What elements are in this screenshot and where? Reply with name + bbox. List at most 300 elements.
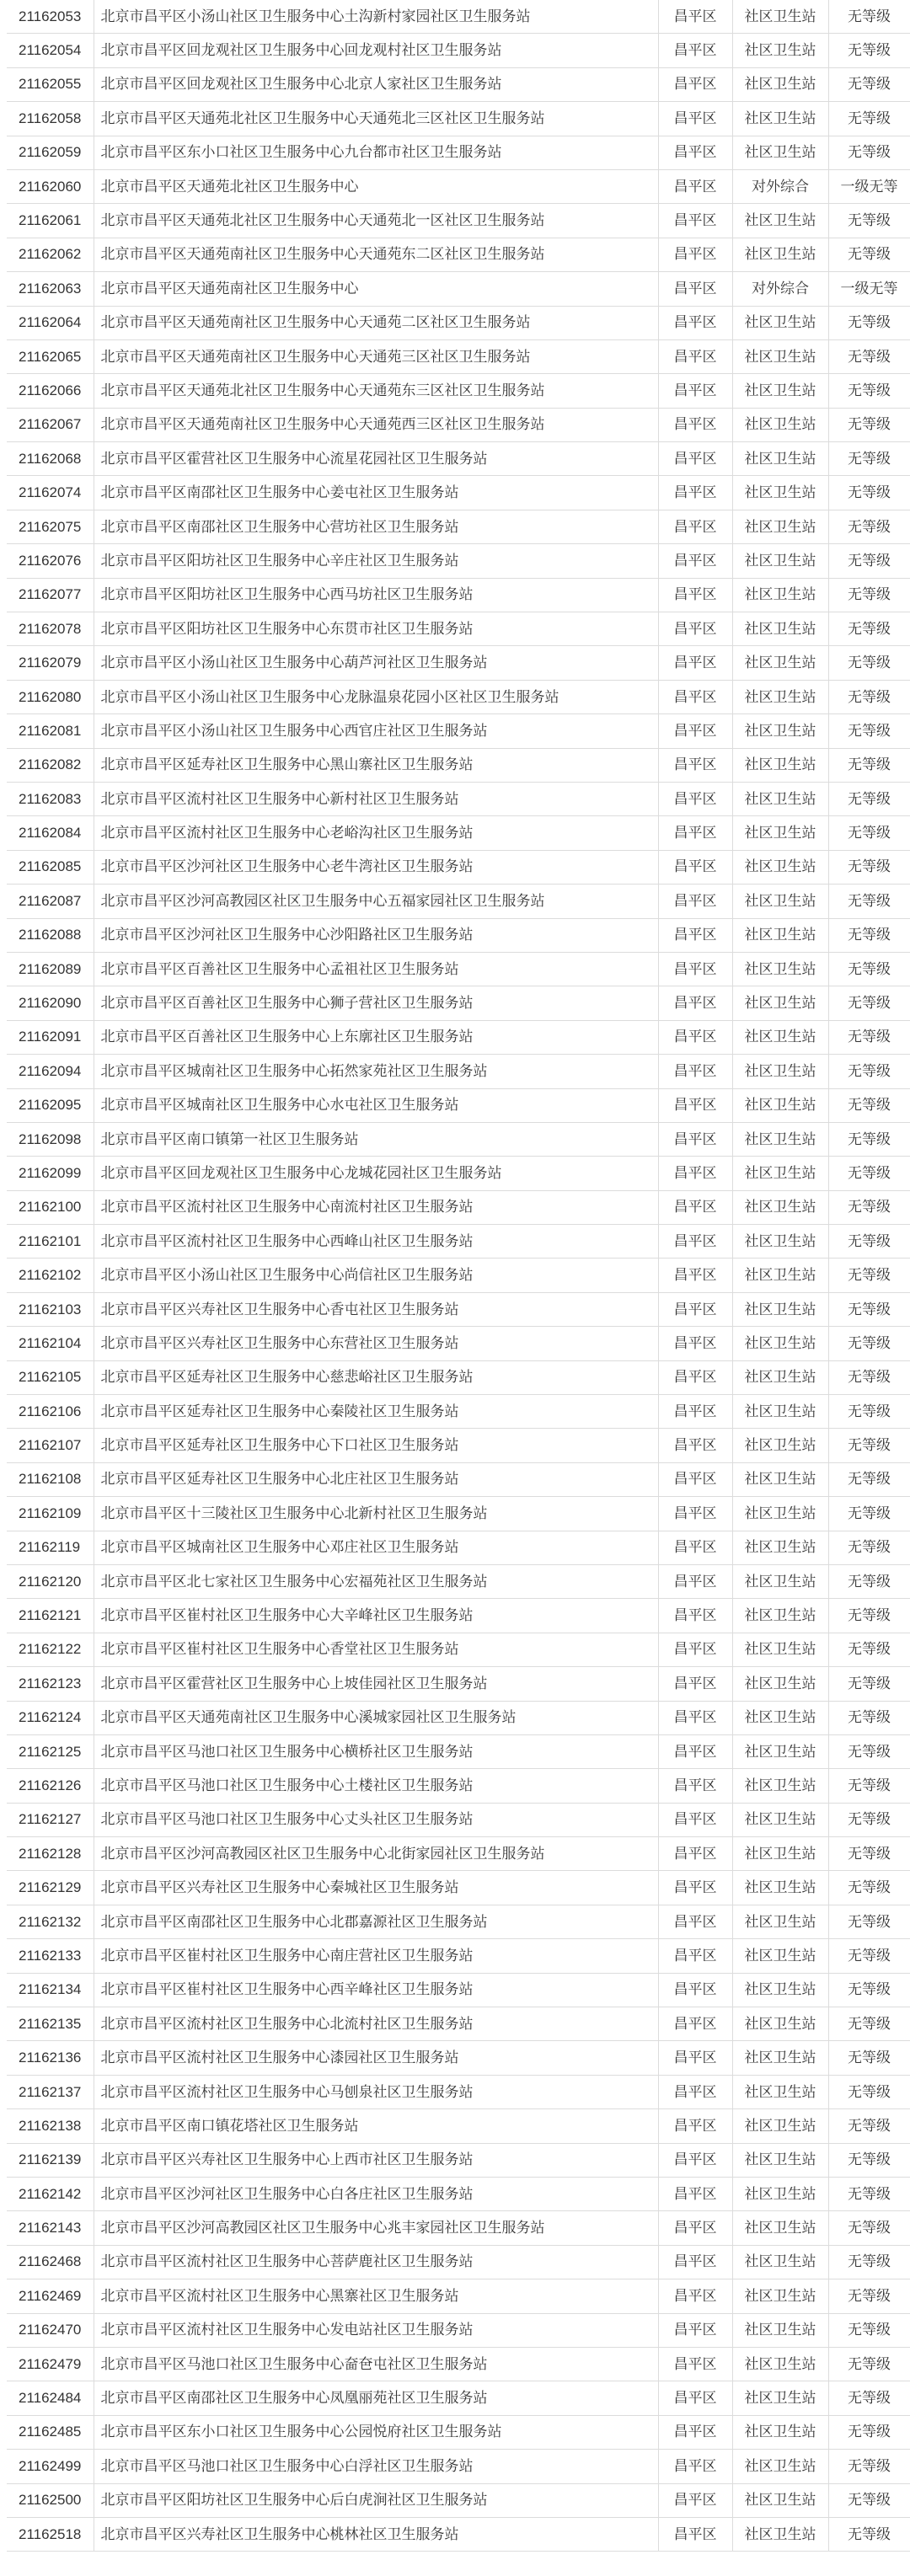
table-row <box>7 2517 910 2551</box>
table-row <box>7 2109 910 2143</box>
district-cell: 昌平区 <box>658 884 732 918</box>
institution-code-cell: 21162062 <box>7 238 94 271</box>
district-cell: 昌平区 <box>658 1292 732 1326</box>
institution-type-cell: 社区卫生站 <box>732 1599 828 1633</box>
table-row <box>7 850 910 884</box>
institution-code-cell: 21162500 <box>7 2483 94 2517</box>
institution-code-cell: 21162059 <box>7 136 94 169</box>
grade-level-cell: 无等级 <box>828 2109 910 2143</box>
district-cell: 昌平区 <box>658 952 732 986</box>
grade-level-cell: 无等级 <box>828 544 910 578</box>
institution-name-cell: 北京市昌平区百善社区卫生服务中心上东廓社区卫生服务站 <box>94 1020 658 1054</box>
institution-name-cell: 北京市昌平区南邵社区卫生服务中心凤凰丽苑社区卫生服务站 <box>94 2381 658 2415</box>
table-row <box>7 1462 910 1496</box>
district-cell: 昌平区 <box>658 102 732 136</box>
institution-name-cell: 北京市昌平区南邵社区卫生服务中心姜屯社区卫生服务站 <box>94 476 658 510</box>
grade-level-cell: 无等级 <box>828 1769 910 1803</box>
table-row <box>7 2041 910 2075</box>
institution-name-cell: 北京市昌平区北七家社区卫生服务中心宏福苑社区卫生服务站 <box>94 1564 658 1598</box>
district-cell: 昌平区 <box>658 1633 732 1666</box>
grade-level-cell: 无等级 <box>828 1531 910 1564</box>
institution-type-cell: 社区卫生站 <box>732 1395 828 1429</box>
grade-level-cell: 无等级 <box>828 1292 910 1326</box>
grade-level-cell: 无等级 <box>828 1020 910 1054</box>
grade-level-cell: 无等级 <box>828 1122 910 1156</box>
table-row <box>7 2450 910 2483</box>
institution-code-cell: 21162081 <box>7 714 94 748</box>
district-cell: 昌平区 <box>658 1564 732 1598</box>
institution-code-cell: 21162089 <box>7 952 94 986</box>
institution-code-cell: 21162082 <box>7 748 94 782</box>
institution-name-cell: 北京市昌平区流村社区卫生服务中心老峪沟社区卫生服务站 <box>94 816 658 850</box>
institution-type-cell: 社区卫生站 <box>732 1055 828 1088</box>
table-row <box>7 2415 910 2449</box>
table-row <box>7 714 910 748</box>
district-cell: 昌平区 <box>658 1905 732 1938</box>
district-cell: 昌平区 <box>658 1429 732 1462</box>
district-cell: 昌平区 <box>658 782 732 815</box>
institution-type-cell: 社区卫生站 <box>732 2178 828 2211</box>
institution-code-cell: 21162132 <box>7 1905 94 1938</box>
institution-code-cell: 21162122 <box>7 1633 94 1666</box>
institution-name-cell: 北京市昌平区天通苑南社区卫生服务中心天通苑东二区社区卫生服务站 <box>94 238 658 271</box>
district-cell: 昌平区 <box>658 2143 732 2177</box>
table-row <box>7 1769 910 1803</box>
institution-code-cell: 21162075 <box>7 510 94 543</box>
institution-code-cell: 21162064 <box>7 306 94 339</box>
table-row <box>7 2347 910 2381</box>
table-row <box>7 578 910 612</box>
institution-name-cell: 北京市昌平区流村社区卫生服务中心新村社区卫生服务站 <box>94 782 658 815</box>
table-row <box>7 2483 910 2517</box>
table-row <box>7 67 910 101</box>
institution-type-cell: 对外综合 <box>732 169 828 203</box>
institution-type-cell: 社区卫生站 <box>732 374 828 408</box>
institution-name-cell: 北京市昌平区小汤山社区卫生服务中心西官庄社区卫生服务站 <box>94 714 658 748</box>
institution-name-cell: 北京市昌平区流村社区卫生服务中心漆园社区卫生服务站 <box>94 2041 658 2075</box>
table-row <box>7 1803 910 1836</box>
institution-type-cell: 社区卫生站 <box>732 1564 828 1598</box>
table-row <box>7 2245 910 2279</box>
table-row <box>7 1225 910 1259</box>
institution-name-cell: 北京市昌平区天通苑北社区卫生服务中心天通苑东三区社区卫生服务站 <box>94 374 658 408</box>
institution-name-cell: 北京市昌平区小汤山社区卫生服务中心葫芦河社区卫生服务站 <box>94 646 658 680</box>
grade-level-cell: 无等级 <box>828 102 910 136</box>
district-cell: 昌平区 <box>658 1055 732 1088</box>
institution-type-cell: 社区卫生站 <box>732 1769 828 1803</box>
institution-table <box>7 0 910 2552</box>
grade-level-cell: 无等级 <box>828 136 910 169</box>
grade-level-cell: 无等级 <box>828 442 910 476</box>
institution-name-cell: 北京市昌平区城南社区卫生服务中心邓庄社区卫生服务站 <box>94 1531 658 1564</box>
district-cell: 昌平区 <box>658 2178 732 2211</box>
institution-type-cell: 社区卫生站 <box>732 1531 828 1564</box>
institution-code-cell: 21162053 <box>7 0 94 34</box>
district-cell: 昌平区 <box>658 850 732 884</box>
institution-type-cell: 社区卫生站 <box>732 918 828 952</box>
grade-level-cell: 无等级 <box>828 2143 910 2177</box>
district-cell: 昌平区 <box>658 1020 732 1054</box>
institution-type-cell: 社区卫生站 <box>732 1088 828 1122</box>
institution-code-cell: 21162100 <box>7 1190 94 1224</box>
institution-type-cell: 社区卫生站 <box>732 2007 828 2041</box>
table-row <box>7 1497 910 1531</box>
table-row <box>7 2075 910 2108</box>
institution-code-cell: 21162087 <box>7 884 94 918</box>
institution-code-cell: 21162124 <box>7 1701 94 1734</box>
institution-type-cell: 社区卫生站 <box>732 2211 828 2245</box>
institution-type-cell: 社区卫生站 <box>732 612 828 646</box>
district-cell: 昌平区 <box>658 2109 732 2143</box>
grade-level-cell: 无等级 <box>828 1225 910 1259</box>
institution-code-cell: 21162120 <box>7 1564 94 1598</box>
institution-code-cell: 21162098 <box>7 1122 94 1156</box>
table-row <box>7 2279 910 2313</box>
district-cell: 昌平区 <box>658 34 732 67</box>
institution-type-cell: 社区卫生站 <box>732 1633 828 1666</box>
institution-code-cell: 21162099 <box>7 1157 94 1190</box>
institution-code-cell: 21162119 <box>7 1531 94 1564</box>
institution-name-cell: 北京市昌平区回龙观社区卫生服务中心龙城花园社区卫生服务站 <box>94 1157 658 1190</box>
institution-name-cell: 北京市昌平区沙河高教园区社区卫生服务中心北街家园社区卫生服务站 <box>94 1837 658 1871</box>
table-row <box>7 544 910 578</box>
institution-type-cell: 社区卫生站 <box>732 136 828 169</box>
institution-code-cell: 21162485 <box>7 2415 94 2449</box>
institution-type-cell: 社区卫生站 <box>732 2381 828 2415</box>
institution-name-cell: 北京市昌平区流村社区卫生服务中心北流村社区卫生服务站 <box>94 2007 658 2041</box>
grade-level-cell: 无等级 <box>828 1871 910 1905</box>
institution-code-cell: 21162107 <box>7 1429 94 1462</box>
grade-level-cell: 无等级 <box>828 204 910 238</box>
institution-name-cell: 北京市昌平区十三陵社区卫生服务中心北新村社区卫生服务站 <box>94 1497 658 1531</box>
institution-code-cell: 21162106 <box>7 1395 94 1429</box>
institution-name-cell: 北京市昌平区天通苑北社区卫生服务中心天通苑北一区社区卫生服务站 <box>94 204 658 238</box>
table-row <box>7 1055 910 1088</box>
table-row <box>7 1599 910 1633</box>
district-cell: 昌平区 <box>658 408 732 441</box>
grade-level-cell: 无等级 <box>828 2041 910 2075</box>
institution-name-cell: 北京市昌平区马池口社区卫生服务中心横桥社区卫生服务站 <box>94 1734 658 1768</box>
institution-type-cell: 社区卫生站 <box>732 1734 828 1768</box>
grade-level-cell: 无等级 <box>828 782 910 815</box>
institution-name-cell: 北京市昌平区崔村社区卫生服务中心西辛峰社区卫生服务站 <box>94 1973 658 2007</box>
institution-code-cell: 21162080 <box>7 680 94 713</box>
institution-type-cell: 社区卫生站 <box>732 1122 828 1156</box>
grade-level-cell: 无等级 <box>828 2415 910 2449</box>
institution-type-cell: 社区卫生站 <box>732 2347 828 2381</box>
institution-name-cell: 北京市昌平区流村社区卫生服务中心发电站社区卫生服务站 <box>94 2313 658 2347</box>
district-cell: 昌平区 <box>658 339 732 373</box>
institution-code-cell: 21162094 <box>7 1055 94 1088</box>
institution-code-cell: 21162077 <box>7 578 94 612</box>
institution-code-cell: 21162103 <box>7 1292 94 1326</box>
district-cell: 昌平区 <box>658 1837 732 1871</box>
institution-code-cell: 21162076 <box>7 544 94 578</box>
institution-name-cell: 北京市昌平区流村社区卫生服务中心马刨泉社区卫生服务站 <box>94 2075 658 2108</box>
table-row <box>7 2178 910 2211</box>
institution-name-cell: 北京市昌平区回龙观社区卫生服务中心北京人家社区卫生服务站 <box>94 67 658 101</box>
institution-name-cell: 北京市昌平区小汤山社区卫生服务中心尚信社区卫生服务站 <box>94 1259 658 1292</box>
institution-code-cell: 21162134 <box>7 1973 94 2007</box>
grade-level-cell: 无等级 <box>828 2211 910 2245</box>
institution-code-cell: 21162055 <box>7 67 94 101</box>
institution-code-cell: 21162469 <box>7 2279 94 2313</box>
district-cell: 昌平区 <box>658 544 732 578</box>
institution-type-cell: 社区卫生站 <box>732 952 828 986</box>
institution-type-cell: 社区卫生站 <box>732 1225 828 1259</box>
institution-type-cell: 社区卫生站 <box>732 2143 828 2177</box>
institution-code-cell: 21162109 <box>7 1497 94 1531</box>
institution-type-cell: 社区卫生站 <box>732 782 828 815</box>
table-row <box>7 2211 910 2245</box>
table-row <box>7 1667 910 1701</box>
grade-level-cell: 无等级 <box>828 1190 910 1224</box>
grade-level-cell: 无等级 <box>828 578 910 612</box>
institution-type-cell: 社区卫生站 <box>732 1837 828 1871</box>
district-cell: 昌平区 <box>658 1462 732 1496</box>
district-cell: 昌平区 <box>658 1701 732 1734</box>
district-cell: 昌平区 <box>658 510 732 543</box>
institution-code-cell: 21162143 <box>7 2211 94 2245</box>
table-row <box>7 1531 910 1564</box>
grade-level-cell: 无等级 <box>828 1429 910 1462</box>
district-cell: 昌平区 <box>658 1973 732 2007</box>
grade-level-cell: 无等级 <box>828 612 910 646</box>
district-cell: 昌平区 <box>658 1395 732 1429</box>
table-row <box>7 1871 910 1905</box>
institution-name-cell: 北京市昌平区小汤山社区卫生服务中心土沟新村家园社区卫生服务站 <box>94 0 658 34</box>
district-cell: 昌平区 <box>658 748 732 782</box>
grade-level-cell: 无等级 <box>828 918 910 952</box>
institution-name-cell: 北京市昌平区百善社区卫生服务中心孟祖社区卫生服务站 <box>94 952 658 986</box>
grade-level-cell: 无等级 <box>828 646 910 680</box>
grade-level-cell: 无等级 <box>828 2075 910 2108</box>
institution-name-cell: 北京市昌平区流村社区卫生服务中心南流村社区卫生服务站 <box>94 1190 658 1224</box>
institution-name-cell: 北京市昌平区天通苑南社区卫生服务中心天通苑二区社区卫生服务站 <box>94 306 658 339</box>
institution-name-cell: 北京市昌平区城南社区卫生服务中心水屯社区卫生服务站 <box>94 1088 658 1122</box>
institution-type-cell: 社区卫生站 <box>732 2415 828 2449</box>
institution-code-cell: 21162133 <box>7 1939 94 1973</box>
grade-level-cell: 无等级 <box>828 339 910 373</box>
institution-name-cell: 北京市昌平区阳坊社区卫生服务中心辛庄社区卫生服务站 <box>94 544 658 578</box>
table-row <box>7 1259 910 1292</box>
district-cell: 昌平区 <box>658 1088 732 1122</box>
grade-level-cell: 无等级 <box>828 816 910 850</box>
institution-code-cell: 21162104 <box>7 1327 94 1360</box>
institution-type-cell: 社区卫生站 <box>732 1190 828 1224</box>
district-cell: 昌平区 <box>658 578 732 612</box>
table-row <box>7 442 910 476</box>
table-row <box>7 884 910 918</box>
district-cell: 昌平区 <box>658 1122 732 1156</box>
grade-level-cell: 无等级 <box>828 1259 910 1292</box>
institution-type-cell: 社区卫生站 <box>732 102 828 136</box>
institution-type-cell: 社区卫生站 <box>732 2517 828 2551</box>
grade-level-cell: 无等级 <box>828 2178 910 2211</box>
institution-code-cell: 21162061 <box>7 204 94 238</box>
institution-type-cell: 社区卫生站 <box>732 1292 828 1326</box>
institution-code-cell: 21162126 <box>7 1769 94 1803</box>
institution-type-cell: 社区卫生站 <box>732 578 828 612</box>
institution-code-cell: 21162091 <box>7 1020 94 1054</box>
grade-level-cell: 无等级 <box>828 1088 910 1122</box>
grade-level-cell: 无等级 <box>828 1939 910 1973</box>
table-row <box>7 1395 910 1429</box>
district-cell: 昌平区 <box>658 1327 732 1360</box>
district-cell: 昌平区 <box>658 2347 732 2381</box>
institution-type-cell: 社区卫生站 <box>732 1701 828 1734</box>
district-cell: 昌平区 <box>658 1769 732 1803</box>
institution-code-cell: 21162123 <box>7 1667 94 1701</box>
table-row <box>7 1734 910 1768</box>
grade-level-cell: 无等级 <box>828 748 910 782</box>
institution-name-cell: 北京市昌平区天通苑南社区卫生服务中心天通苑三区社区卫生服务站 <box>94 339 658 373</box>
table-row <box>7 2143 910 2177</box>
institution-name-cell: 北京市昌平区南邵社区卫生服务中心营坊社区卫生服务站 <box>94 510 658 543</box>
institution-type-cell: 社区卫生站 <box>732 646 828 680</box>
table-row <box>7 408 910 441</box>
district-cell: 昌平区 <box>658 2075 732 2108</box>
institution-type-cell: 社区卫生站 <box>732 1939 828 1973</box>
grade-level-cell: 无等级 <box>828 374 910 408</box>
institution-code-cell: 21162068 <box>7 442 94 476</box>
institution-name-cell: 北京市昌平区霍营社区卫生服务中心上坡佳园社区卫生服务站 <box>94 1667 658 1701</box>
grade-level-cell: 无等级 <box>828 238 910 271</box>
institution-type-cell: 社区卫生站 <box>732 748 828 782</box>
grade-level-cell: 无等级 <box>828 1633 910 1666</box>
institution-name-cell: 北京市昌平区马池口社区卫生服务中心丈头社区卫生服务站 <box>94 1803 658 1836</box>
grade-level-cell: 无等级 <box>828 1395 910 1429</box>
district-cell: 昌平区 <box>658 612 732 646</box>
institution-code-cell: 21162142 <box>7 2178 94 2211</box>
institution-code-cell: 21162060 <box>7 169 94 203</box>
institution-name-cell: 北京市昌平区兴寿社区卫生服务中心桃林社区卫生服务站 <box>94 2517 658 2551</box>
grade-level-cell: 无等级 <box>828 1701 910 1734</box>
institution-type-cell: 社区卫生站 <box>732 1429 828 1462</box>
institution-type-cell: 社区卫生站 <box>732 986 828 1020</box>
table-row <box>7 1429 910 1462</box>
institution-type-cell: 社区卫生站 <box>732 1157 828 1190</box>
institution-code-cell: 21162138 <box>7 2109 94 2143</box>
grade-level-cell: 无等级 <box>828 1564 910 1598</box>
institution-type-cell: 社区卫生站 <box>732 408 828 441</box>
table-row <box>7 952 910 986</box>
institution-code-cell: 21162063 <box>7 272 94 306</box>
district-cell: 昌平区 <box>658 2450 732 2483</box>
institution-type-cell: 社区卫生站 <box>732 2075 828 2108</box>
district-cell: 昌平区 <box>658 204 732 238</box>
grade-level-cell: 无等级 <box>828 1157 910 1190</box>
institution-type-cell: 对外综合 <box>732 272 828 306</box>
table-row <box>7 646 910 680</box>
grade-level-cell: 无等级 <box>828 2347 910 2381</box>
institution-code-cell: 21162085 <box>7 850 94 884</box>
institution-code-cell: 21162079 <box>7 646 94 680</box>
table-row <box>7 782 910 815</box>
institution-name-cell: 北京市昌平区马池口社区卫生服务中心白浮社区卫生服务站 <box>94 2450 658 2483</box>
institution-code-cell: 21162129 <box>7 1871 94 1905</box>
institution-code-cell: 21162054 <box>7 34 94 67</box>
table-row <box>7 2007 910 2041</box>
table-row <box>7 816 910 850</box>
district-cell: 昌平区 <box>658 2279 732 2313</box>
district-cell: 昌平区 <box>658 2211 732 2245</box>
institution-name-cell: 北京市昌平区马池口社区卫生服务中心奤夿屯社区卫生服务站 <box>94 2347 658 2381</box>
institution-code-cell: 21162125 <box>7 1734 94 1768</box>
district-cell: 昌平区 <box>658 2517 732 2551</box>
district-cell: 昌平区 <box>658 2007 732 2041</box>
district-cell: 昌平区 <box>658 272 732 306</box>
grade-level-cell: 无等级 <box>828 680 910 713</box>
grade-level-cell: 无等级 <box>828 884 910 918</box>
institution-type-cell: 社区卫生站 <box>732 1973 828 2007</box>
institution-code-cell: 21162136 <box>7 2041 94 2075</box>
district-cell: 昌平区 <box>658 169 732 203</box>
institution-name-cell: 北京市昌平区延寿社区卫生服务中心北庄社区卫生服务站 <box>94 1462 658 1496</box>
institution-type-cell: 社区卫生站 <box>732 2245 828 2279</box>
institution-name-cell: 北京市昌平区沙河高教园区社区卫生服务中心兆丰家园社区卫生服务站 <box>94 2211 658 2245</box>
institution-code-cell: 21162074 <box>7 476 94 510</box>
institution-type-cell: 社区卫生站 <box>732 1259 828 1292</box>
table-row <box>7 238 910 271</box>
institution-name-cell: 北京市昌平区天通苑北社区卫生服务中心天通苑北三区社区卫生服务站 <box>94 102 658 136</box>
institution-type-cell: 社区卫生站 <box>732 1497 828 1531</box>
institution-code-cell: 21162137 <box>7 2075 94 2108</box>
district-cell: 昌平区 <box>658 714 732 748</box>
institution-name-cell: 北京市昌平区天通苑南社区卫生服务中心天通苑西三区社区卫生服务站 <box>94 408 658 441</box>
institution-code-cell: 21162084 <box>7 816 94 850</box>
district-cell: 昌平区 <box>658 2381 732 2415</box>
district-cell: 昌平区 <box>658 646 732 680</box>
grade-level-cell: 无等级 <box>828 1837 910 1871</box>
institution-name-cell: 北京市昌平区兴寿社区卫生服务中心秦城社区卫生服务站 <box>94 1871 658 1905</box>
institution-name-cell: 北京市昌平区流村社区卫生服务中心菩萨鹿社区卫生服务站 <box>94 2245 658 2279</box>
grade-level-cell: 无等级 <box>828 1462 910 1496</box>
institution-type-cell: 社区卫生站 <box>732 2483 828 2517</box>
grade-level-cell: 无等级 <box>828 1599 910 1633</box>
institution-code-cell: 21162518 <box>7 2517 94 2551</box>
institution-code-cell: 21162078 <box>7 612 94 646</box>
table-body <box>7 0 910 2552</box>
institution-name-cell: 北京市昌平区延寿社区卫生服务中心慈悲峪社区卫生服务站 <box>94 1360 658 1394</box>
grade-level-cell: 无等级 <box>828 34 910 67</box>
institution-type-cell: 社区卫生站 <box>732 2279 828 2313</box>
grade-level-cell: 无等级 <box>828 1905 910 1938</box>
grade-level-cell: 无等级 <box>828 1360 910 1394</box>
grade-level-cell: 无等级 <box>828 1667 910 1701</box>
district-cell: 昌平区 <box>658 2041 732 2075</box>
grade-level-cell: 无等级 <box>828 2450 910 2483</box>
institution-code-cell: 21162065 <box>7 339 94 373</box>
table-row <box>7 169 910 203</box>
institution-name-cell: 北京市昌平区延寿社区卫生服务中心黑山寨社区卫生服务站 <box>94 748 658 782</box>
table-row <box>7 1633 910 1666</box>
district-cell: 昌平区 <box>658 2313 732 2347</box>
institution-name-cell: 北京市昌平区回龙观社区卫生服务中心回龙观村社区卫生服务站 <box>94 34 658 67</box>
institution-code-cell: 21162058 <box>7 102 94 136</box>
institution-name-cell: 北京市昌平区兴寿社区卫生服务中心香屯社区卫生服务站 <box>94 1292 658 1326</box>
institution-type-cell: 社区卫生站 <box>732 1667 828 1701</box>
table-row <box>7 1292 910 1326</box>
institution-type-cell: 社区卫生站 <box>732 714 828 748</box>
institution-type-cell: 社区卫生站 <box>732 1871 828 1905</box>
institution-code-cell: 21162090 <box>7 986 94 1020</box>
institution-name-cell: 北京市昌平区南口镇第一社区卫生服务站 <box>94 1122 658 1156</box>
table-row <box>7 510 910 543</box>
district-cell: 昌平区 <box>658 1599 732 1633</box>
table-row <box>7 1157 910 1190</box>
district-cell: 昌平区 <box>658 680 732 713</box>
